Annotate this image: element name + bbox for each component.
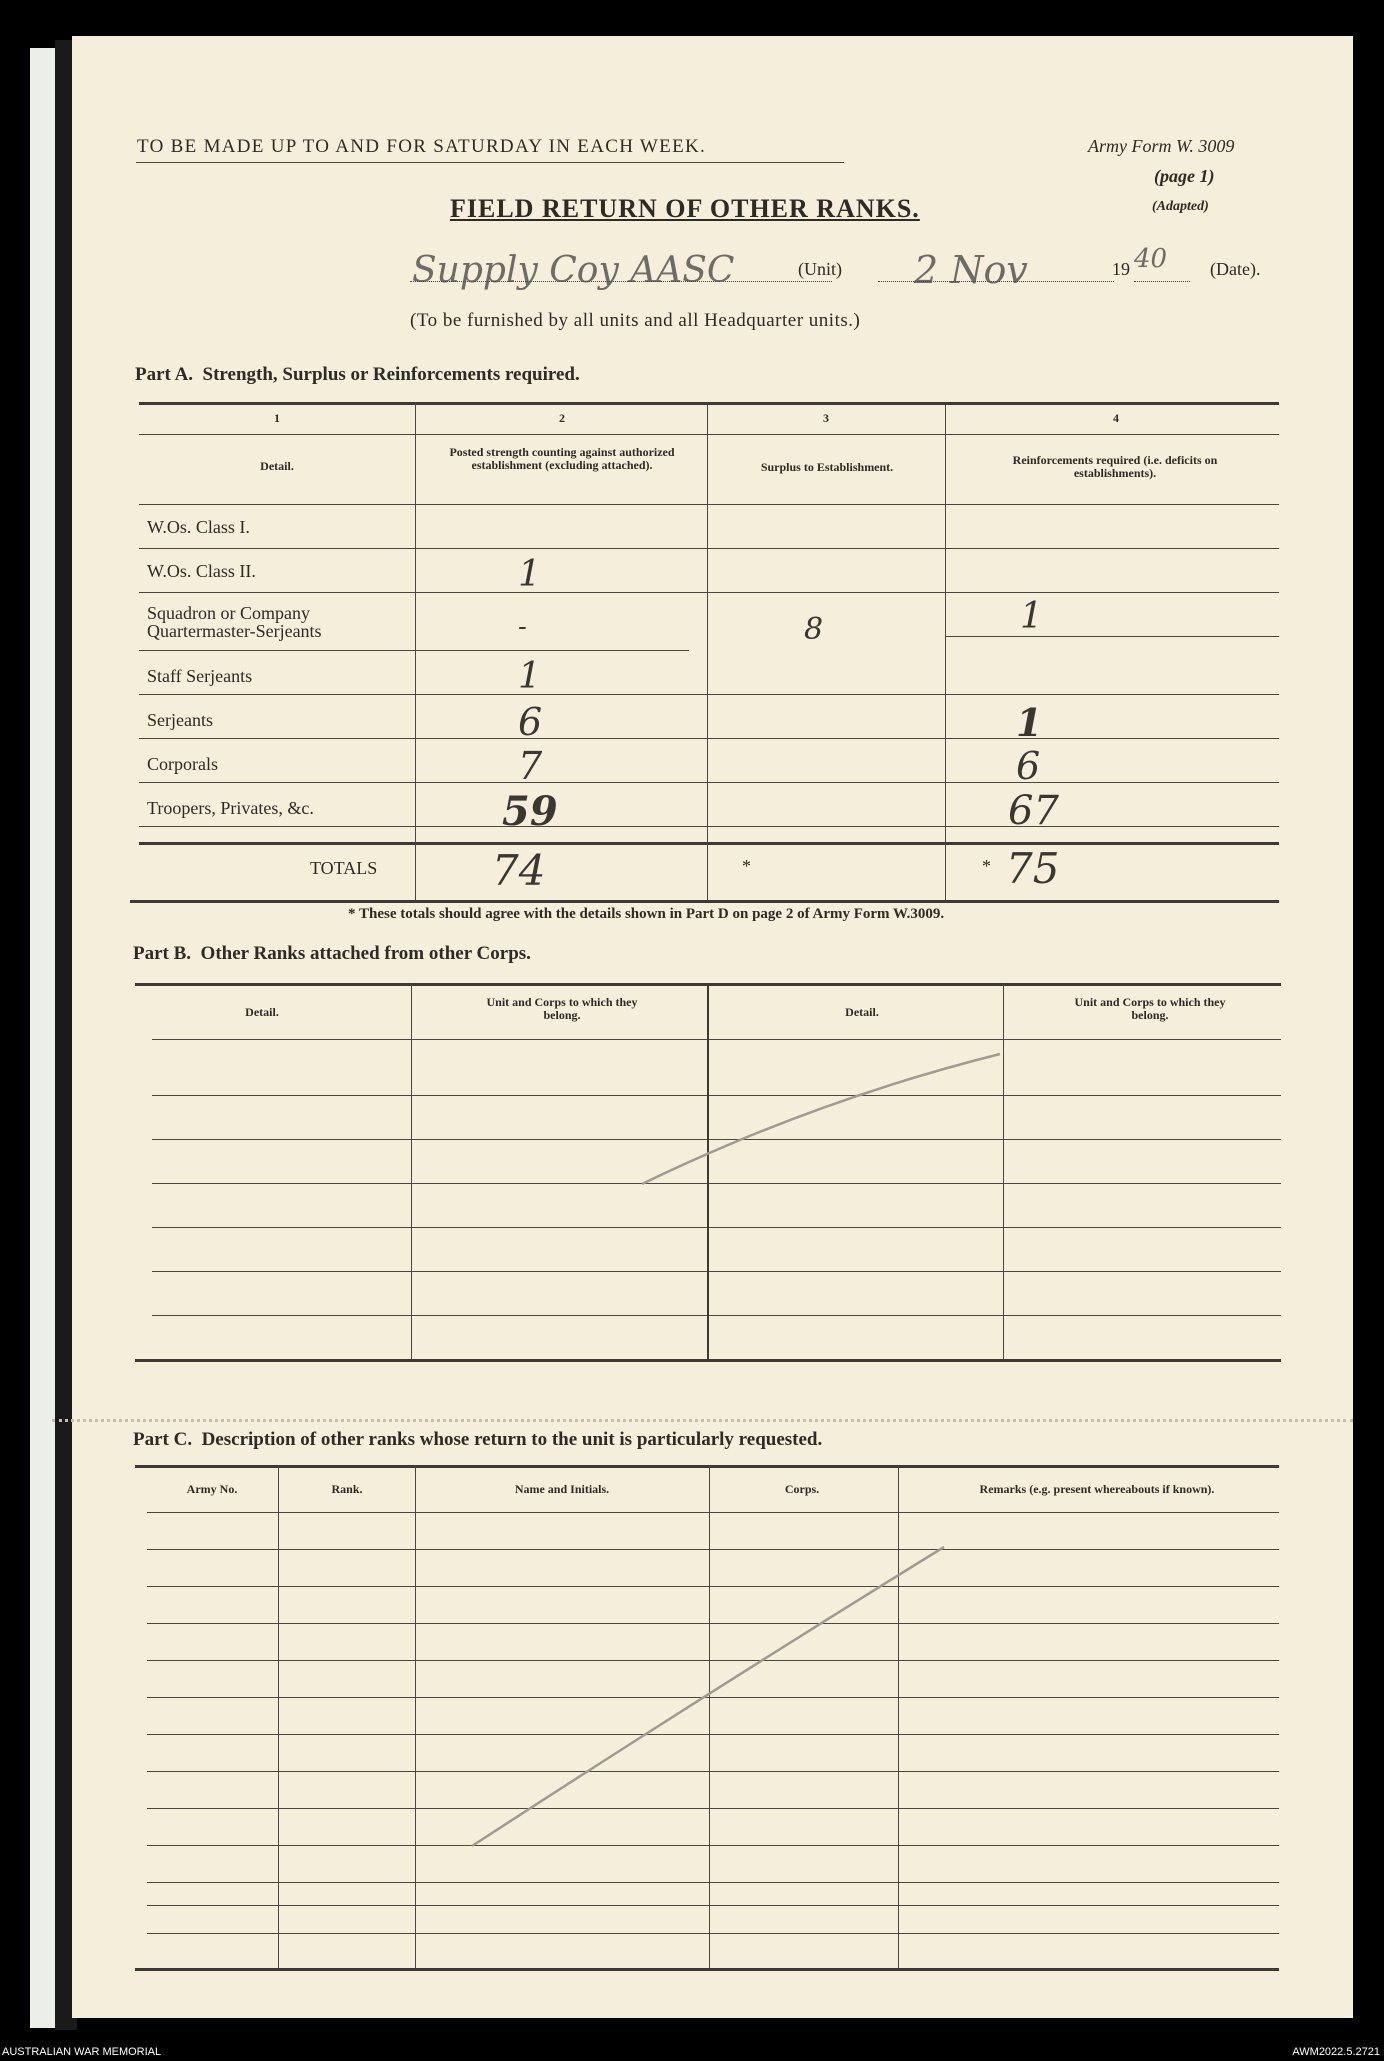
row-label-staff-serjeants: Staff Serjeants — [147, 666, 253, 686]
date-label: (Date). — [1210, 259, 1261, 279]
part-c-col-army-no: Army No. — [186, 1482, 238, 1496]
reinforce-cqms: 1 — [1020, 596, 1043, 637]
posted-serjeants: 6 — [518, 700, 543, 744]
unit-label: (Unit) — [798, 259, 842, 279]
col-number-2: 2 — [559, 411, 565, 425]
form-page: (page 1) — [1154, 166, 1215, 186]
form-adapted: (Adapted) — [1152, 199, 1209, 214]
col-number-3: 3 — [823, 411, 829, 425]
posted-cqms: - — [518, 612, 527, 642]
col-number-1: 1 — [274, 411, 280, 425]
col-number-4: 4 — [1113, 411, 1119, 425]
part-c-col-name: Name and Initials. — [514, 1482, 610, 1496]
row-label-privates: Troopers, Privates, &c. — [147, 798, 314, 818]
reinforce-serjeants: 1 — [1016, 700, 1043, 745]
row-label-corporals: Corporals — [147, 754, 218, 774]
row-label-cqms: Squadron or Company Quartermaster-Serjeants — [147, 603, 322, 641]
footer-left: AUSTRALIAN WAR MEMORIAL — [2, 2046, 162, 2058]
part-b-col-detail-2: Detail. — [845, 1005, 879, 1019]
surplus-cqms: 8 — [804, 612, 824, 647]
row-label-wo2: W.Os. Class II. — [147, 561, 256, 581]
col-header-surplus: Surplus to Establishment. — [760, 460, 894, 474]
top-instruction: TO BE MADE UP TO AND FOR SATURDAY IN EACH WEEK. — [137, 136, 707, 157]
part-b-col-unit-1: Unit and Corps to which they belong. — [486, 995, 638, 1022]
year-prefix: 19 — [1112, 259, 1130, 279]
col-header-reinforce: Reinforcements required (i.e. deficits on establishments). — [1012, 453, 1218, 480]
unit-handwritten: Supply Coy AASC — [412, 250, 735, 291]
year-handwritten: 40 — [1134, 244, 1168, 274]
row-label-serjeants: Serjeants — [147, 710, 213, 730]
part-c-col-rank: Rank. — [331, 1482, 363, 1496]
part-a-footnote: * These totals should agree with the details shown in Part D on page 2 of Army Form W.3009. — [348, 906, 945, 922]
col-header-detail: Detail. — [260, 459, 294, 473]
totals-posted: 74 — [492, 846, 546, 895]
posted-wo2: 1 — [518, 554, 541, 595]
posted-staff-serjeants: 1 — [518, 656, 541, 697]
part-b-col-detail-1: Detail. — [245, 1005, 279, 1019]
row-label-wo1: W.Os. Class I. — [147, 517, 250, 537]
footer-right: AWM2022.5.2721 — [1292, 2046, 1380, 2058]
totals-surplus-mark: * — [742, 856, 751, 876]
part-b-col-unit-2: Unit and Corps to which they belong. — [1074, 995, 1226, 1022]
form-ref: Army Form W. 3009 — [1088, 136, 1235, 156]
furnish-note: (To be furnished by all units and all Headquarter units.) — [410, 310, 861, 331]
part-c-col-remarks: Remarks (e.g. present whereabouts if known). — [979, 1482, 1215, 1496]
date-handwritten: 2 Nov — [914, 248, 1028, 292]
posted-corporals: 7 — [518, 744, 543, 788]
reinforce-corporals: 6 — [1016, 744, 1041, 788]
part-c-col-corps: Corps. — [784, 1482, 820, 1496]
totals-reinforce-mark: * — [982, 856, 991, 876]
totals-label: TOTALS — [310, 858, 378, 878]
col-header-posted: Posted strength counting against authorized establishment (excluding attached). — [449, 445, 675, 472]
form-title: FIELD RETURN OF OTHER RANKS. — [450, 194, 920, 223]
posted-privates: 59 — [502, 788, 558, 835]
part-c-heading: Part C. Description of other ranks whose return to the unit is particularly requested. — [133, 1429, 823, 1450]
part-a-heading: Part A. Strength, Surplus or Reinforcements required. — [135, 364, 580, 385]
part-b-heading: Part B. Other Ranks attached from other Corps. — [133, 943, 531, 964]
form-sheet — [72, 36, 1353, 2018]
part-c-pencil-strike — [72, 36, 1353, 2018]
totals-reinforce: 75 — [1006, 844, 1060, 893]
reinforce-privates: 67 — [1008, 788, 1059, 834]
